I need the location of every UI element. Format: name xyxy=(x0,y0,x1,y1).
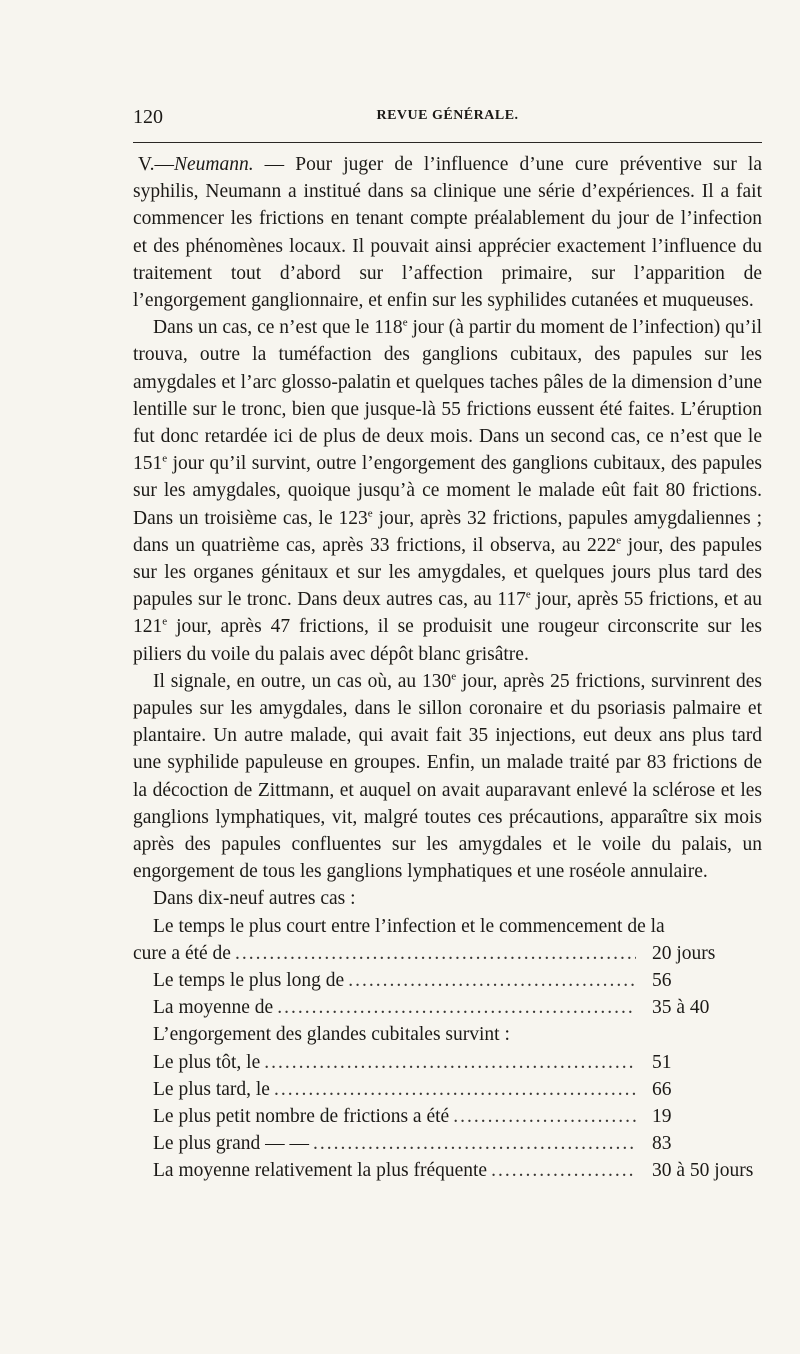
header-rule xyxy=(133,142,762,143)
text-run: jour, après 47 frictions, il se produisit une rougeur circonscrite sur les piliers du voile du palais avec dépôt blanc grisâtre. xyxy=(133,616,762,665)
dot-leader xyxy=(274,1076,636,1103)
list-label: La moyenne de xyxy=(153,997,274,1019)
text-run: jour, après 55 frictions, et au 121 xyxy=(133,589,762,638)
text-run: jour qu’il survint, outre l’engorgement des ganglions cubitaux, des papules sur les amygdales, quoique jusqu’à ce moment le malade eût fait 80 frictions. Dans un troisième cas, le 123 xyxy=(133,453,762,529)
list-label: Le temps le plus long de xyxy=(153,970,345,992)
dot-leader xyxy=(313,1130,636,1157)
dot-leader xyxy=(277,994,636,1021)
paragraph-cases xyxy=(133,314,762,668)
list-value: 35 à 40 xyxy=(652,997,710,1019)
dot-leader xyxy=(264,1049,636,1076)
paragraph-nineteen-cases: Dans dix-neuf autres cas : xyxy=(153,888,356,910)
paragraph-other-cases xyxy=(133,668,762,886)
ordinal-suffix: e xyxy=(616,534,622,547)
list-value: 20 jours xyxy=(652,942,716,964)
text-run: Il signale, en outre, un cas où, au 130 xyxy=(153,670,452,692)
paragraph-text: — Pour juger de l’influence d’une cure préventive sur la syphilis, Neumann a institué dans sa clinique une série d’expériences. Il a fait commencer les frictions en tenant compte préalablement du jour de l’infection et des phénomènes locaux. Il pouvait ainsi apprécier exactement l’influence du traitement tout d’abord sur l’affection primaire, sur l’apparition de l’engorgement ganglionnaire, et enfin sur les syphilides cutanées et muqueuses. xyxy=(133,154,762,312)
dot-leader xyxy=(348,967,636,994)
page-number: 120 xyxy=(133,106,163,128)
text-run: jour, après 25 frictions, survinrent des papules sur les amygdales, dans le sillon coronaire et du psoriasis palmaire et plantaire. Un autre malade, qui avait fait 35 injections, eut deux ans plus tard une syphilide papuleuse en groupes. Enfin, un malade traité par 83 frictions de la décoction de Zittmann, et auquel on avait auparavant enlevé la sclérose et les ganglions lymphatiques, vit, malgré toutes ces précautions, apparaître six mois après des papules confluentes sur les amygdales et le voile du palais, un engorgement de tous les ganglions lymphatiques et une roséole annulaire. xyxy=(133,670,762,883)
list-value: 56 xyxy=(652,970,672,992)
list-item xyxy=(133,1130,762,1157)
list-value: 30 à 50 jours xyxy=(652,1160,754,1182)
section-label: V.— xyxy=(138,154,174,175)
page-header xyxy=(133,106,762,132)
ordinal-suffix: e xyxy=(525,588,531,601)
ordinal-suffix: e xyxy=(451,670,457,683)
text-run: Dans un cas, ce n’est que le 118 xyxy=(153,317,403,339)
text-run: jour, des papules sur les organes génitaux et sur les amygdales, et quelques jours plus tard des papules sur le tronc. Dans deux autres cas, au 117 xyxy=(133,534,762,611)
body-text xyxy=(133,151,762,1185)
list-item xyxy=(133,913,762,940)
dot-leader xyxy=(491,1157,636,1184)
list-item xyxy=(133,1103,762,1130)
text-run: jour, après 32 frictions, papules amygdaliennes ; dans un quatrième cas, après 33 frictions, il observa, au 222 xyxy=(133,507,762,556)
list-label: La moyenne relativement la plus fréquente xyxy=(153,1160,488,1182)
ordinal-suffix: e xyxy=(162,452,168,465)
list-value: 66 xyxy=(652,1078,672,1100)
list-value: 19 xyxy=(652,1106,672,1127)
list-value: 83 xyxy=(652,1133,672,1155)
list-label: Le plus grand — — xyxy=(153,1133,309,1155)
list-item xyxy=(133,1076,762,1103)
ordinal-suffix: e xyxy=(402,316,408,329)
author-name: Neumann. xyxy=(173,154,254,175)
paragraph-neumann-intro xyxy=(133,151,762,314)
list-item xyxy=(133,940,762,967)
dot-leader xyxy=(235,940,636,967)
list-heading: L’engorgement des glandes cubitales survint : xyxy=(153,1024,510,1046)
dot-leader xyxy=(453,1103,636,1130)
list-value: 51 xyxy=(652,1051,672,1073)
list-item xyxy=(133,994,762,1021)
list-label: Le temps le plus court entre l’infection et le commencement de la xyxy=(153,915,665,937)
list-label: Le plus tôt, le xyxy=(153,1051,261,1073)
list-item xyxy=(133,967,762,994)
statistics-list xyxy=(133,913,762,1185)
text-run: jour (à partir du moment de l’infection) qu’il trouva, outre la tuméfaction des ganglions cubitaux, des papules sur les amygdales et l’arc glosso-palatin et quelques taches pâles de la dimension d’une lentille sur le tronc, bien que jusque-là 55 frictions eussent été faites. L’éruption fut donc retardée ici de plus de deux mois. Dans un second cas, ce n’est que le 151 xyxy=(133,317,762,475)
list-label: Le plus petit nombre de frictions a été xyxy=(153,1106,450,1127)
list-label: cure a été de xyxy=(133,942,231,964)
running-title: REVUE GÉNÉRALE. xyxy=(376,108,519,123)
list-item xyxy=(133,1021,762,1048)
list-item xyxy=(133,1049,762,1076)
list-item xyxy=(133,1157,762,1184)
list-label: Le plus tard, le xyxy=(153,1078,270,1100)
ordinal-suffix: e xyxy=(367,507,373,520)
ordinal-suffix: e xyxy=(162,615,168,628)
